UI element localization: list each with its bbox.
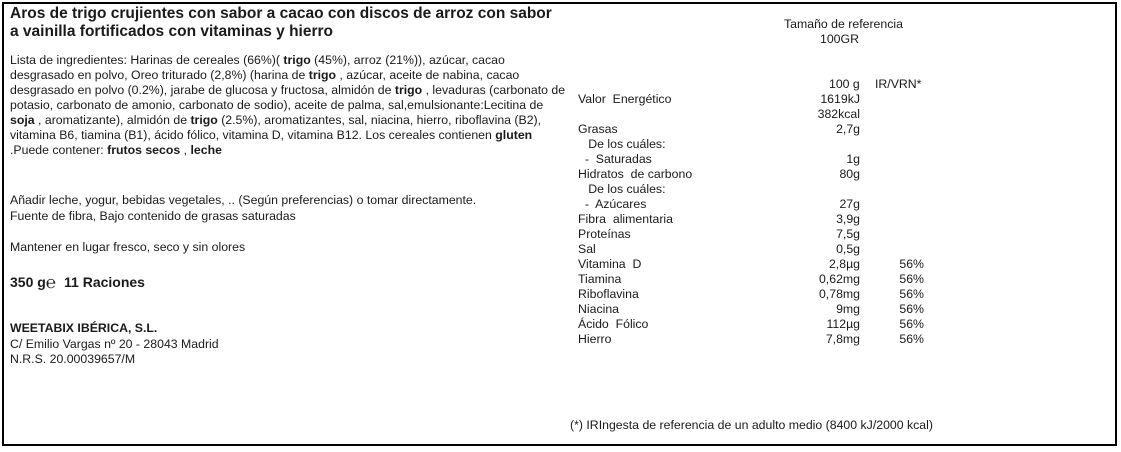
- nutrient-value: 0,5g: [836, 242, 860, 256]
- nutrient-value: 0,78mg: [818, 287, 860, 301]
- nutrient-name: Riboflavina: [578, 287, 639, 301]
- storage-line: Mantener en lugar fresco, seco y sin olores: [10, 240, 246, 254]
- allergen-soja: soja: [10, 113, 35, 127]
- servings: 11 Raciones: [64, 274, 145, 290]
- ingredients-text: , azúcar, aceite de nabina, cacao desgrasado en polvo (0.2%), jarabe de glucosa y fructosa, almidón de: [10, 68, 520, 97]
- nutrient-value: 2,8µg: [828, 257, 860, 271]
- ingredients-text: ,: [180, 143, 191, 157]
- nutrient-name: De los cuáles:: [578, 137, 666, 151]
- nutrient-name: Hierro: [578, 332, 612, 346]
- nutrient-ir-percent: 56%: [899, 332, 924, 346]
- company-name: WEETABIX IBÉRICA, S.L.: [10, 321, 158, 335]
- nutrient-value: 7,8mg: [825, 332, 860, 346]
- nutrient-value: 112µg: [826, 317, 860, 331]
- ingredients-list: [10, 53, 570, 158]
- ingredients-text: .Puede contener:: [10, 143, 108, 157]
- product-title: Aros de trigo crujientes con sabor a cacao con discos de arroz con sabor a vainilla fortificados con vitaminas y hierro: [10, 5, 552, 40]
- nutrient-name: Fibra alimentaria: [578, 212, 673, 226]
- nutrient-value: 7,5g: [836, 227, 860, 241]
- nutrient-name: Niacina: [578, 302, 620, 316]
- nutrient-name: Valor Energético: [578, 92, 672, 106]
- nutrition-header-amount: 100 g: [829, 77, 860, 91]
- allergen-gluten: gluten: [495, 128, 533, 142]
- nutrient-name: - Saturadas: [578, 152, 652, 166]
- nutrient-ir-percent: 56%: [899, 302, 924, 316]
- nutrient-value: 1619kJ: [820, 92, 860, 106]
- nutrient-name: Vitamina D: [578, 257, 642, 271]
- net-content: [10, 274, 145, 290]
- ingredients-text: (2.5%), aromatizantes, sal, niacina, hierro, riboflavina (B2), vitamina B6, tiamina (B1), ácido fólico, vitamina D, vitamina B12. Los cereales contienen: [10, 113, 542, 142]
- nutrient-value: 382kcal: [817, 107, 860, 121]
- nutrient-value: 80g: [839, 167, 860, 181]
- nutrient-ir-percent: 56%: [899, 317, 924, 331]
- claims-line: Fuente de fibra, Bajo contenido de grasas saturadas: [10, 209, 296, 223]
- nutrient-name: Proteínas: [578, 227, 631, 241]
- nutrition-label: [2, 2, 1117, 446]
- ingredients-text: , levaduras (carbonato de potasio, carbonato de amonio, carbonato de sodio), aceite de palma, sal,emulsionante:Lecitina de: [10, 83, 566, 112]
- nutrient-value: 3,9g: [836, 212, 860, 226]
- reference-size-title: Tamaño de referencia: [784, 17, 903, 31]
- allergen-trigo: trigo: [308, 68, 337, 82]
- nutrient-ir-percent: 56%: [899, 257, 924, 271]
- nutrition-header-ir: IR/VRN*: [875, 77, 922, 91]
- nutrient-name: - Azúcares: [578, 197, 647, 211]
- nutrient-name: De los cuáles:: [578, 182, 666, 196]
- nutrient-name: Hidratos de carbono: [578, 167, 693, 181]
- nutrient-name: Tiamina: [578, 272, 622, 286]
- nutrient-name: Sal: [578, 242, 596, 256]
- nutrient-name: Grasas: [578, 122, 618, 136]
- nutrient-ir-percent: 56%: [899, 287, 924, 301]
- allergen-trigo: trigo: [190, 113, 218, 127]
- nutrient-value: 1g: [846, 152, 860, 166]
- allergen-leche: leche: [190, 143, 222, 157]
- usage-line: Añadir leche, yogur, bebidas vegetales, .. (Según preferencias) o tomar directamente.: [10, 193, 477, 207]
- allergen-trigo: trigo: [283, 53, 311, 67]
- ingredients-text: (45%), arroz (21%)), azúcar, cacao desgrasado en polvo, Oreo triturado (2,8%) (harina de: [10, 53, 505, 82]
- company-nrs: N.R.S. 20.00039657/M: [10, 352, 136, 366]
- footnote: (*) IRIngesta de referencia de un adulto medio (8400 kJ/2000 kcal): [570, 418, 933, 432]
- company-address: C/ Emilio Vargas nº 20 - 28043 Madrid: [10, 337, 219, 351]
- nutrient-value: 0,62mg: [818, 272, 860, 286]
- nutrient-name: Ácido Fólico: [578, 317, 649, 331]
- ingredients-text: , aromatizante), almidón de: [34, 113, 191, 127]
- ingredients-text: Lista de ingredientes: Harinas de cereales (66%)(: [10, 53, 284, 67]
- reference-size-value: 100GR: [820, 32, 859, 46]
- estimated-sign-icon: ℮: [45, 273, 57, 292]
- net-weight: 350 g: [10, 274, 46, 290]
- nutrient-value: 9mg: [836, 302, 860, 316]
- nutrient-ir-percent: 56%: [899, 272, 924, 286]
- allergen-frutos-secos: frutos secos: [107, 143, 181, 157]
- nutrient-value: 27g: [839, 197, 860, 211]
- nutrient-value: 2,7g: [836, 122, 860, 136]
- allergen-trigo: trigo: [394, 83, 423, 97]
